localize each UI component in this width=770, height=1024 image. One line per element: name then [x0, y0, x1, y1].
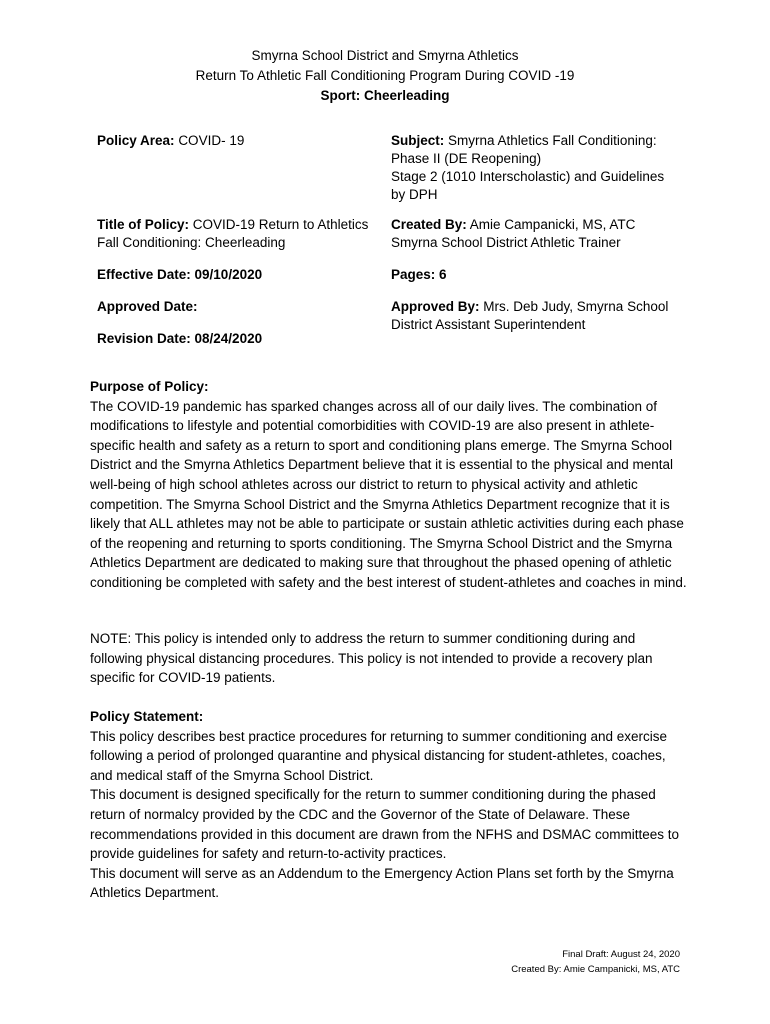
approved-by — [391, 298, 681, 334]
policy-statement-section — [90, 707, 690, 903]
created-by — [391, 216, 681, 252]
footer-final-draft: Final Draft: August 24, 2020 — [562, 949, 680, 960]
page-footer — [511, 947, 680, 977]
approved-by-label: Approved By: — [391, 299, 480, 314]
subject-value: Smyrna Athletics Fall Conditioning: Phase II (DE Reopening) — [391, 133, 657, 166]
revision-date-text: Revision Date: 08/24/2020 — [97, 331, 263, 346]
approved-date-text: Approved Date: — [97, 299, 198, 314]
approved-date — [97, 298, 382, 316]
policy-statement-para1: This policy describes best practice procedures for returning to summer conditioning and exercise following a period of prolonged quarantine and physical distancing for student-athletes, coaches, and medical staff of the Smyrna School District. — [90, 728, 668, 783]
revision-date — [97, 330, 382, 348]
policy-statement-heading: Policy Statement: — [90, 709, 204, 724]
created-by-line2: Smyrna School District Athletic Trainer — [391, 235, 621, 250]
subject-line2: Stage 2 (1010 Interscholastic) and Guidelines by DPH — [391, 169, 665, 202]
note-section — [90, 629, 690, 688]
policy-statement-para2: This document is designed specifically for the return to summer conditioning during the phased return of normalcy provided by the CDC and the Governor of the State of Delaware. These recommendations provided in this document are drawn from the NFHS and DSMAC committees to provide guidelines for safety and return-to-activity practices. — [90, 787, 679, 862]
policy-area — [97, 132, 382, 150]
approved-by-value: Mrs. Deb Judy, Smyrna School District Assistant Superintendent — [391, 299, 669, 332]
note-text: NOTE: This policy is intended only to address the return to summer conditioning during and following physical distancing procedures. This policy is not intended to provide a recovery plan specific for COVID-19 patients. — [90, 631, 653, 686]
created-by-label: Created By: — [391, 217, 467, 232]
title-line-sport: Sport: Cheerleading — [320, 88, 450, 103]
title-of-policy-value: COVID-19 Return to Athletics Fall Conditioning: Cheerleading — [97, 217, 369, 250]
title-line-district: Smyrna School District and Smyrna Athletics — [251, 48, 519, 63]
title-line-program: Return To Athletic Fall Conditioning Program During COVID -19 — [195, 68, 575, 83]
pages-text: Pages: 6 — [391, 267, 447, 282]
policy-statement-para3: This document will serve as an Addendum to the Emergency Action Plans set forth by the Smyrna Athletics Department. — [90, 865, 674, 901]
purpose-text: The COVID-19 pandemic has sparked changes across all of our daily lives. The combination of modifications to lifestyle and potential comorbidities with COVID-19 are also present in athlete-specific health and safety as a return to sport and conditioning plans emerge. The Smyrna School District and the Smyrna Athletics Department believe that it is essential to the physical and mental well-being of high school athletes across our district to return to physical activity and athletic competition. The Smyrna School District and the Smyrna Athletics Department recognize that it is likely that ALL athletes may not be able to participate or sustain athletic activities during each phase of the reopening and returning to sports conditioning. The Smyrna School District and the Smyrna Athletics Department are dedicated to making sure that throughout the phased opening of athletic conditioning be completed with safety and the best interest of student-athletes and coaches in mind. — [90, 398, 687, 590]
pages — [391, 266, 681, 284]
document-title-block — [0, 46, 770, 106]
footer-created-by: Created By: Amie Campanicki, MS, ATC — [511, 964, 680, 975]
policy-area-value: COVID- 19 — [178, 133, 245, 148]
title-of-policy-label: Title of Policy: — [97, 217, 190, 232]
subject — [391, 132, 681, 204]
effective-date-text: Effective Date: 09/10/2020 — [97, 267, 263, 282]
purpose-heading: Purpose of Policy: — [90, 379, 209, 394]
title-of-policy — [97, 216, 382, 252]
policy-area-label: Policy Area: — [97, 133, 175, 148]
created-by-value: Amie Campanicki, MS, ATC — [469, 217, 636, 232]
purpose-section — [90, 377, 690, 593]
subject-label: Subject: — [391, 133, 445, 148]
effective-date — [97, 266, 382, 284]
